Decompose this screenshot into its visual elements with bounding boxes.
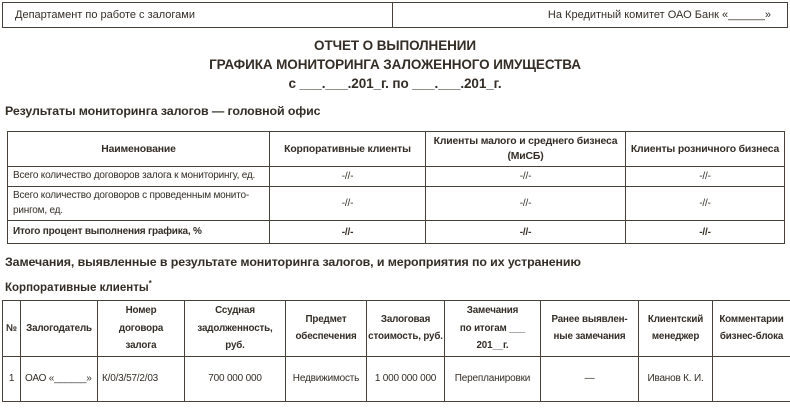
cell-client-manager: Иванов К. И. (639, 356, 713, 401)
cell-number: 1 (3, 356, 21, 401)
report-period: с ___.___.201_г. по ___.___.201_г. (0, 74, 790, 93)
routing-header (2, 2, 788, 28)
column-header-loan-debt: Ссудная задолженность, руб. (185, 300, 286, 356)
table-cell: -//- (270, 221, 426, 244)
column-header-collateral-subject: Предмет обеспечения (286, 300, 367, 356)
cell-earlier-remarks: — (541, 356, 639, 401)
cell-business-comments (713, 356, 790, 401)
column-header-pledger: Залогодатель (21, 300, 98, 356)
row-label: Итого процент выполнения графика, % (8, 221, 270, 244)
report-title-line2: ГРАФИКА МОНИТОРИНГА ЗАЛОЖЕННОГО ИМУЩЕСТВА (0, 55, 790, 74)
remarks-table (2, 300, 790, 402)
table-row (3, 356, 790, 401)
cell-contract-number: К/0/3/57/2/03 (98, 356, 185, 401)
table-row (8, 187, 785, 221)
report-title (0, 36, 790, 93)
cell-remarks: Перепланировки (445, 356, 541, 401)
row-label: Всего количество договоров залога к мониторингу, ед. (8, 167, 270, 187)
column-header-client-manager: Клиентский менеджер (639, 300, 713, 356)
department-label: Департамент по работе с залогами (3, 3, 393, 27)
column-header-sme: Клиенты малого и среднего бизнеса (МиСБ) (426, 132, 626, 167)
table-row-total (8, 221, 785, 244)
footnote-marker: * (149, 279, 152, 288)
cell-collateral-subject: Недвижимость (286, 356, 367, 401)
table-cell: -//- (426, 221, 626, 244)
table-cell: -//- (626, 221, 785, 244)
committee-label: На Кредитный комитет ОАО Банк «______» (393, 3, 787, 27)
column-header-corporate: Корпоративные клиенты (270, 132, 426, 167)
table-header-row (3, 300, 790, 356)
section-heading-remarks: Замечания, выявленные в результате мониторинга залогов, и мероприятия по их устранению (5, 255, 790, 269)
subsection-heading-corporate (5, 279, 790, 294)
column-header-number: № (3, 300, 21, 356)
monitoring-summary-table (7, 131, 785, 244)
column-header-remarks: Замечания по итогам ___ 201__г. (445, 300, 541, 356)
column-header-retail: Клиенты розничного бизнеса (626, 132, 785, 167)
table-cell: -//- (626, 167, 785, 187)
report-page (0, 2, 790, 402)
table-header-row (8, 132, 785, 167)
cell-collateral-value: 1 000 000 000 (367, 356, 445, 401)
table-cell: -//- (626, 187, 785, 221)
table-cell: -//- (426, 167, 626, 187)
table-cell: -//- (270, 187, 426, 221)
column-header-collateral-value: Залоговая стоимость, руб. (367, 300, 445, 356)
column-header-business-comments: Комментарии бизнес-блока (713, 300, 790, 356)
cell-loan-debt: 700 000 000 (185, 356, 286, 401)
table-row (8, 167, 785, 187)
column-header-name: Наименование (8, 132, 270, 167)
table-cell: -//- (426, 187, 626, 221)
row-label: Всего количество договоров с проведенным монито- рингом, ед. (8, 187, 270, 221)
column-header-contract-number: Номер договора залога (98, 300, 185, 356)
table-cell: -//- (270, 167, 426, 187)
column-header-earlier-remarks: Ранее выявлен- ные замечания (541, 300, 639, 356)
subsection-heading-text: Корпоративные клиенты (5, 282, 149, 294)
report-title-line1: ОТЧЕТ О ВЫПОЛНЕНИИ (0, 36, 790, 55)
cell-pledger: ОАО «______» (21, 356, 98, 401)
section-heading-results: Результаты мониторинга залогов — головной офис (5, 104, 790, 118)
